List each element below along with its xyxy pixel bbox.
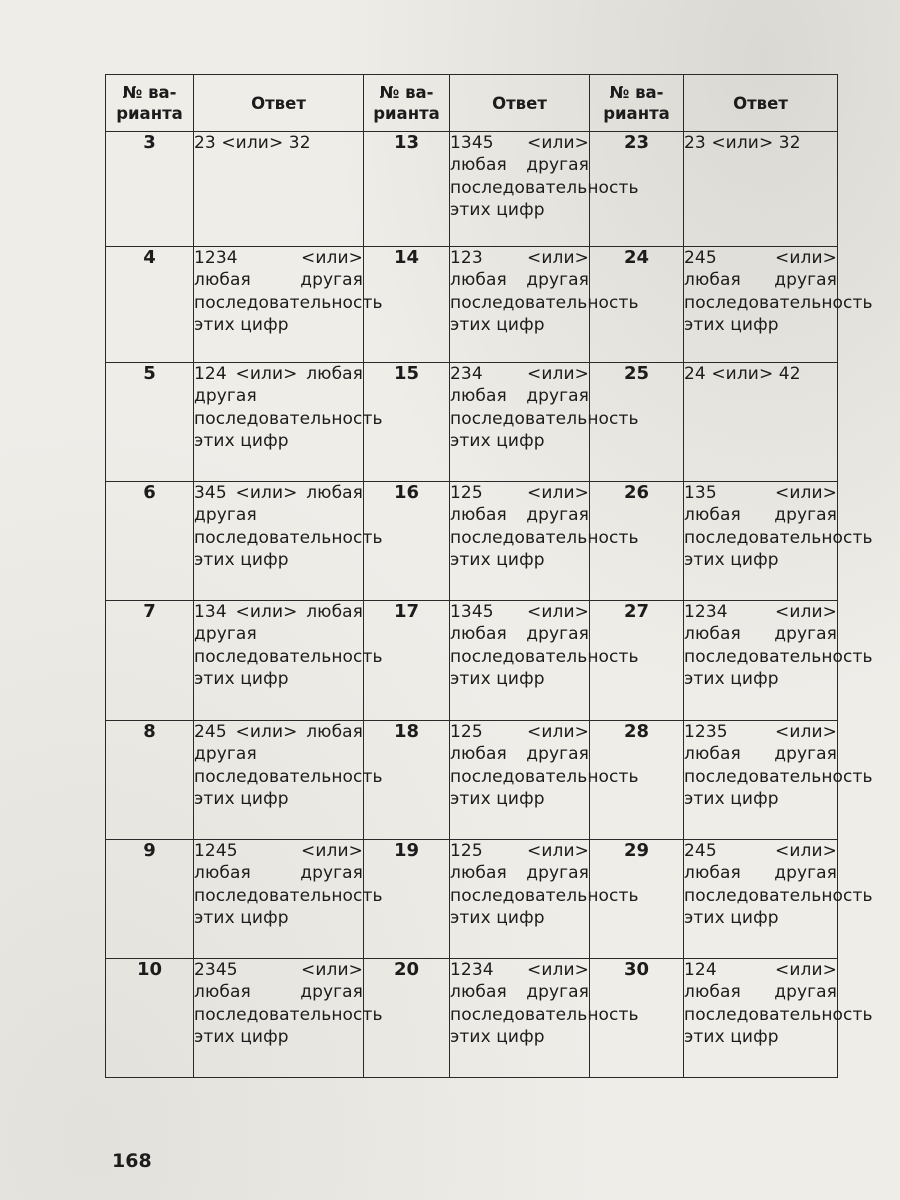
variant-number: 19 [393,840,420,861]
answer-text: 245 <или> любая другая последовательность этих цифр [194,722,383,809]
table-row [106,247,838,363]
variant-number-cell [106,721,194,840]
answer-cell [194,721,383,840]
answer-cell [684,721,873,840]
answer-text: 2345 <или> любая другая последовательность этих цифр [194,960,383,1047]
variant-number: 20 [393,959,420,980]
answer-text: 1345 <или> любая другая последовательность этих цифр [450,133,639,220]
answer-text: 23 <или> 32 [194,133,311,153]
variant-number: 13 [393,132,420,153]
answer-cell [684,482,873,601]
variant-number: 28 [623,721,650,742]
variant-number: 6 [143,482,156,503]
answer-cell [194,363,383,482]
table-row [106,840,838,959]
answer-text: 123 <или> любая другая последовательность этих цифр [450,248,639,335]
table-row [106,482,838,601]
answer-text: 125 <или> любая другая последовательность этих цифр [450,722,639,809]
table-row [106,959,838,1078]
variant-number: 14 [393,247,420,268]
variant-number: 30 [623,959,650,980]
answer-cell [684,247,873,363]
answer-cell [194,247,383,363]
variant-number: 18 [393,721,420,742]
variant-number: 17 [393,601,420,622]
variant-number: 26 [623,482,650,503]
variant-number: 7 [143,601,156,622]
variant-number: 4 [143,247,156,268]
page-number: 168 [112,1150,152,1172]
variant-number-cell [106,840,194,959]
answer-text: 24 <или> 42 [684,364,801,384]
answer-text: 1234 <или> любая другая последовательность этих цифр [194,248,383,335]
header-answer-2: Ответ [450,75,590,132]
variant-number: 3 [143,132,156,153]
answer-text: 23 <или> 32 [684,133,801,153]
answers-table-body [106,132,873,1078]
variant-number: 29 [623,840,650,861]
variant-number: 10 [136,959,163,980]
answer-cell [684,840,873,959]
variant-number: 24 [623,247,650,268]
answer-cell [684,132,838,247]
variant-number-cell [106,247,194,363]
answer-cell [194,482,383,601]
answer-text: 1234 <или> любая другая последовательность этих цифр [684,602,873,689]
answer-text: 1235 <или> любая другая последовательность этих цифр [684,722,873,809]
variant-number-cell [364,132,450,247]
answer-text: 125 <или> любая другая последовательность этих цифр [450,841,639,928]
variant-number: 27 [623,601,650,622]
answers-table [105,74,873,1078]
answer-cell [684,363,838,482]
variant-number: 15 [393,363,420,384]
answer-text: 345 <или> любая другая последовательность этих цифр [194,483,383,570]
answer-text: 245 <или> любая другая последовательность этих цифр [684,248,873,335]
variant-number-cell [106,959,194,1078]
variant-number: 16 [393,482,420,503]
header-variant-1: № ва- рианта [106,75,194,132]
answer-text: 234 <или> любая другая последовательность этих цифр [450,364,639,451]
variant-number-cell [106,363,194,482]
answer-text: 125 <или> любая другая последовательность этих цифр [450,483,639,570]
answer-text: 134 <или> любая другая последовательность этих цифр [194,602,383,689]
table-row [106,721,838,840]
variant-number-cell [106,601,194,721]
answer-cell [684,959,873,1078]
answer-text: 1245 <или> любая другая последовательность этих цифр [194,841,383,928]
answers-table-header [106,75,838,132]
header-answer-1: Ответ [194,75,364,132]
variant-number: 5 [143,363,156,384]
answer-cell [194,959,383,1078]
variant-number-cell [106,132,194,247]
header-variant-3: № ва- рианта [590,75,684,132]
variant-number: 8 [143,721,156,742]
answer-text: 1234 <или> любая другая последовательность этих цифр [450,960,639,1047]
answer-text: 245 <или> любая другая последовательность этих цифр [684,841,873,928]
variant-number: 9 [143,840,156,861]
answer-cell [684,601,873,721]
variant-number: 23 [623,132,650,153]
answer-text: 124 <или> любая другая последовательность этих цифр [684,960,873,1047]
variant-number: 25 [623,363,650,384]
answer-cell [194,840,383,959]
header-answer-3: Ответ [684,75,838,132]
variant-number-cell [106,482,194,601]
answer-text: 124 <или> любая другая последовательность этих цифр [194,364,383,451]
answer-text: 135 <или> любая другая последовательность этих цифр [684,483,873,570]
table-row [106,363,838,482]
answer-cell [194,601,383,721]
header-variant-2: № ва- рианта [364,75,450,132]
answer-text: 1345 <или> любая другая последовательность этих цифр [450,602,639,689]
table-row [106,601,838,721]
answer-cell [194,132,364,247]
table-row [106,132,838,247]
